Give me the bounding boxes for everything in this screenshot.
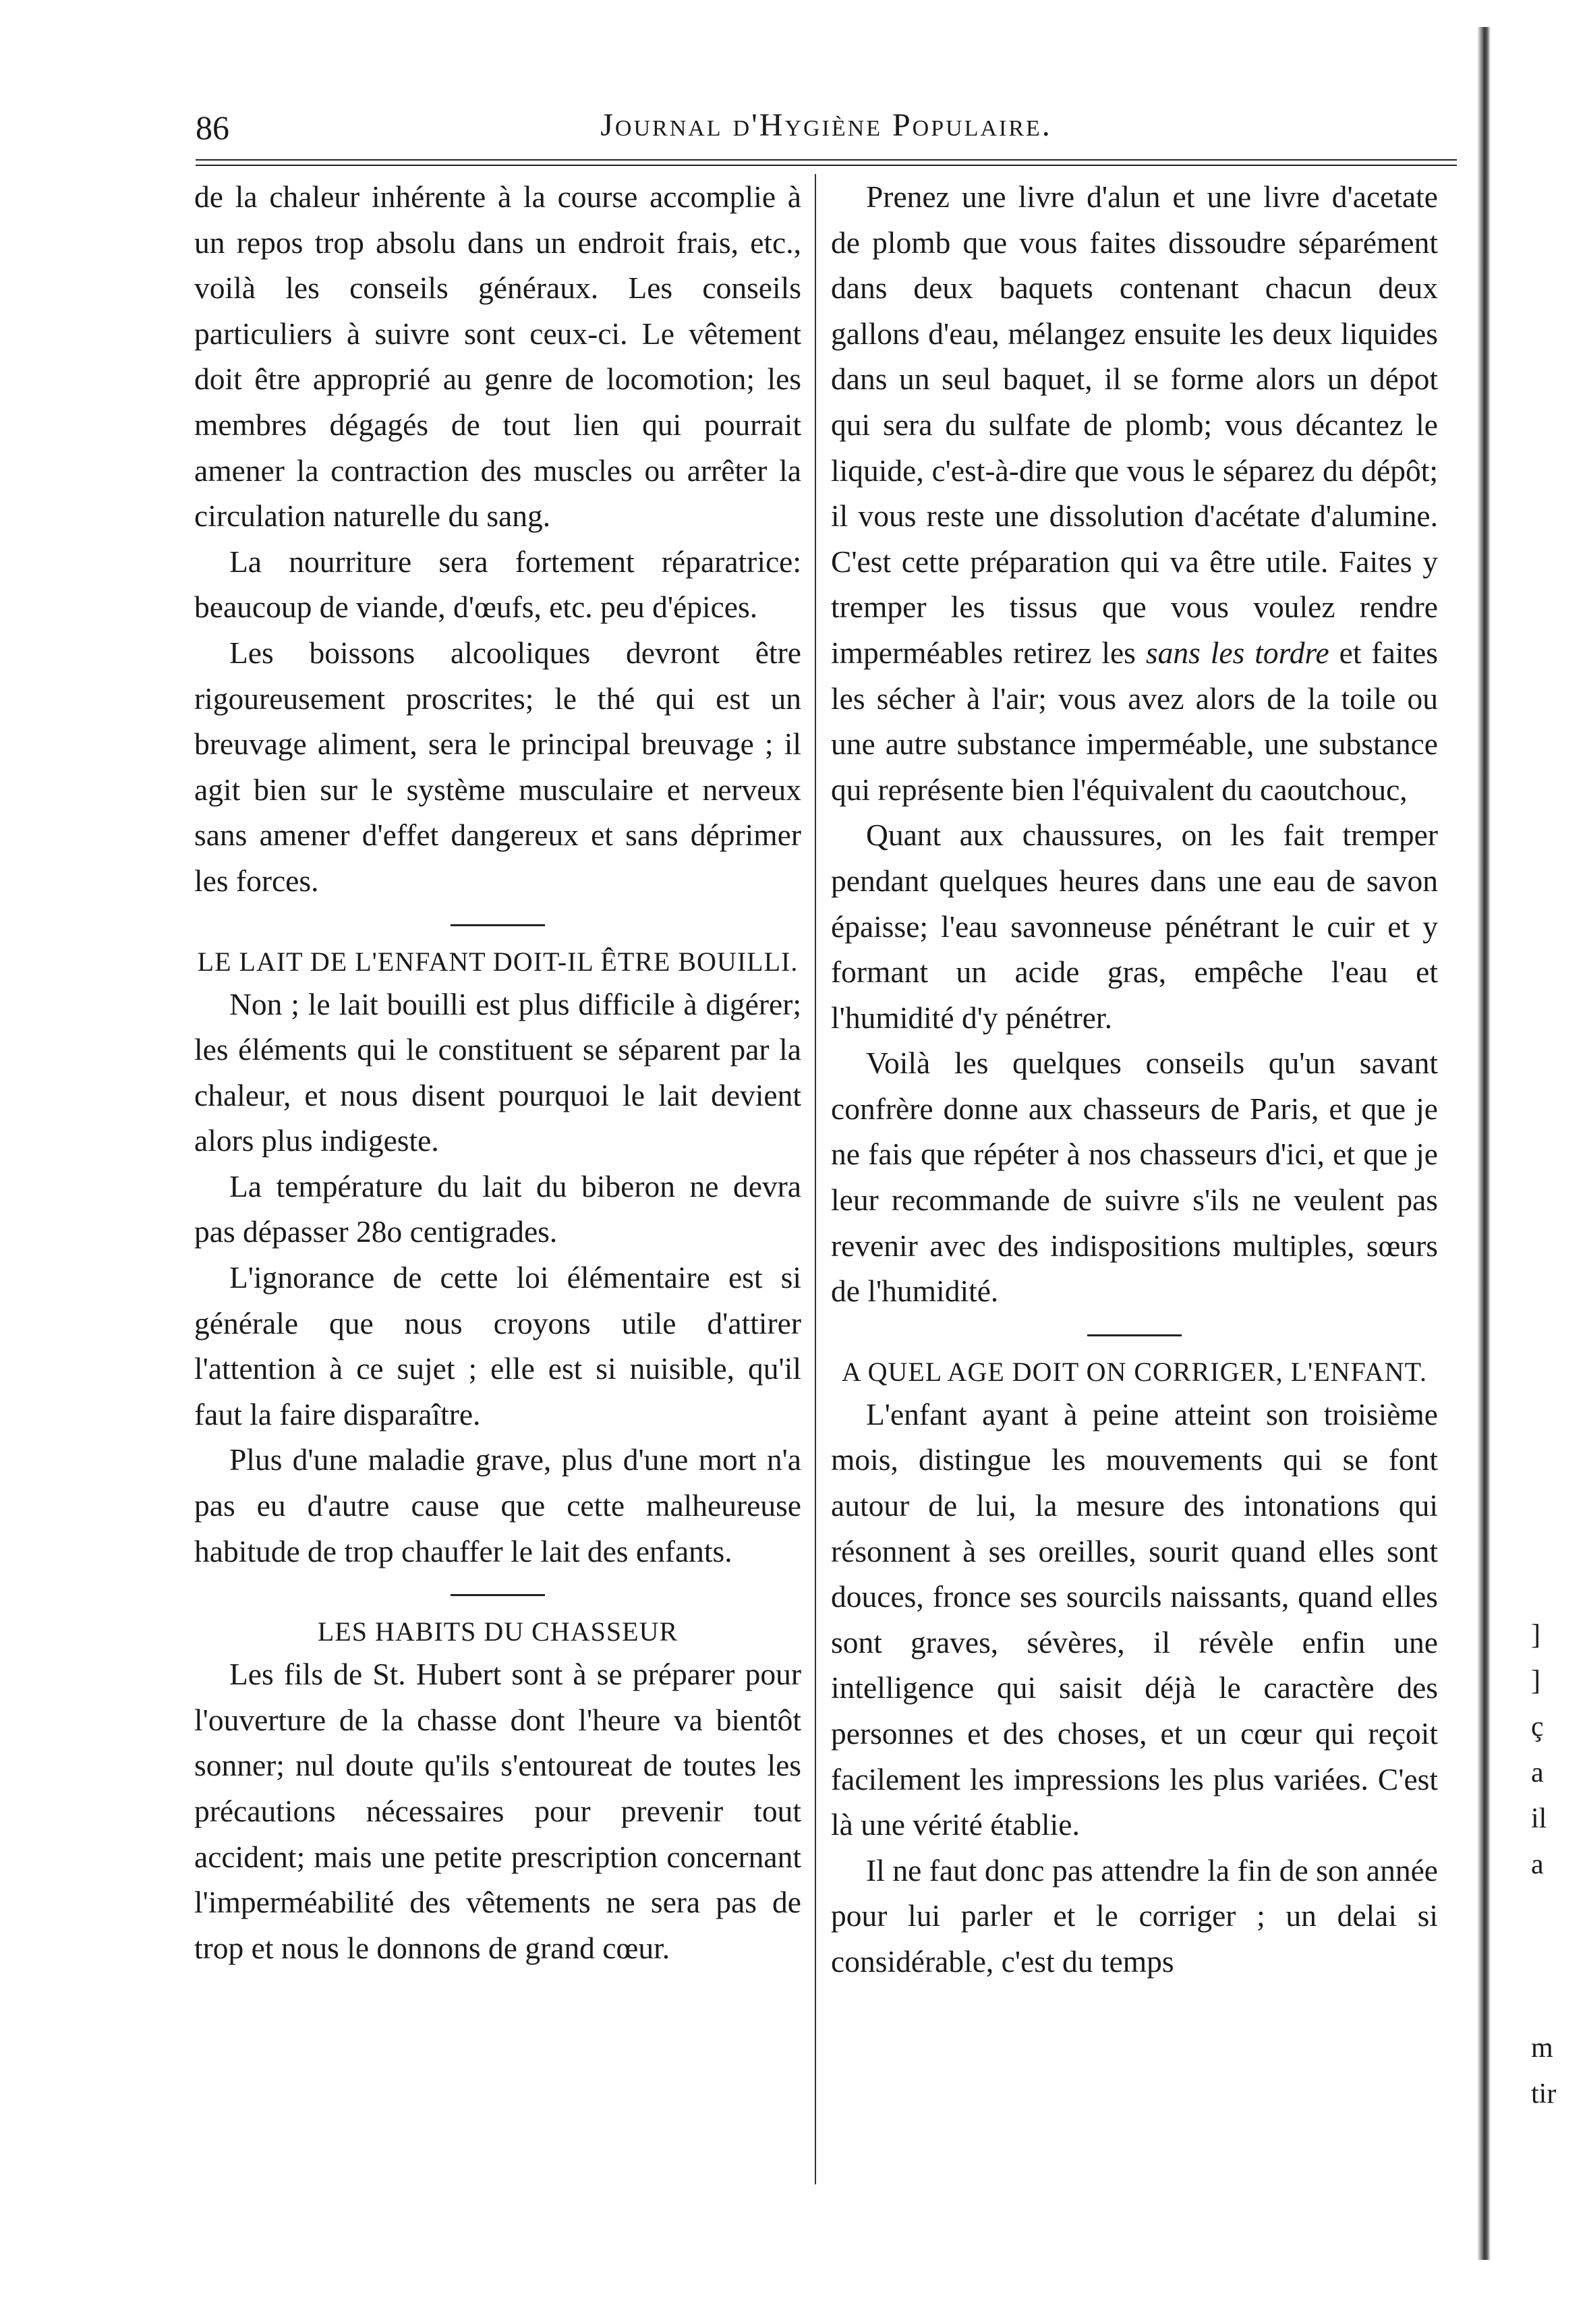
fragment-line: il <box>1531 1803 1547 1834</box>
paragraph: Il ne faut donc pas attendre la fin de son année pour lui parler et le corriger ; un delai si considérable, c'est du temps <box>831 1852 1438 1979</box>
paragraph-text: Prenez une livre d'alun et une livre d'acetate de plomb que vous faites dissoudre séparément dans deux baquets contenant chacun deux gallons d'eau, mélangez ensuite les deux liquides dans un seul baquet, il se forme alors un dépot qui sera du sulfate de plomb; vous décantez le liquide, c'est-à-dire que vous le séparez du dépôt; il vous reste une dissolution d'acétate d'alumine. C'est cette préparation qui va être utile. Faites y tremper les tissus que vous voulez rendre imperméables retirez les <box>831 179 1438 670</box>
fragment-line: ] <box>1531 1620 1540 1651</box>
fragment-line: ] <box>1531 1666 1540 1697</box>
paragraph: La température du lait du biberon ne devra pas dépasser 28o centigrades. <box>194 1168 801 1249</box>
left-column <box>194 174 801 1971</box>
paragraph-text: et faites les sécher à l'air; vous avez alors de la toile ou une autre substance imperméable, une substance qui représente bien l'équivalent du caoutchouc, <box>831 635 1439 807</box>
section-heading-lait: LE LAIT DE L'ENFANT DOIT-IL ÊTRE BOUILLI. <box>197 946 799 977</box>
running-title: Journal d'Hygiène Populaire. <box>600 107 1052 143</box>
fragment-line: ç <box>1531 1711 1544 1742</box>
paragraph: Voilà les quelques conseils qu'un savant confrère donne aux chasseurs de Paris, et que je ne fais que répéter à nos chasseurs d'ici, et que je leur recommande de suivre s'ils ne veulent pas revenir avec des indispositions multiples, sœurs de l'humidité. <box>831 1046 1438 1309</box>
paragraph: L'ignorance de cette loi élémentaire est si générale que nous croyons utile d'attirer l'attention à ce sujet ; elle est si nuisible, qu'il faut la faire disparaître. <box>194 1260 801 1432</box>
paragraph: Plus d'une maladie grave, plus d'une mort n'a pas eu d'autre cause que cette malheureuse habitude de trop chauffer le lait des enfants. <box>194 1442 801 1568</box>
paragraph: Quant aux chaussures, on les fait tremper pendant quelques heures dans une eau de savon épaisse; l'eau savonneuse pénétrant le cuir et y formant un acide gras, empêche l'eau et l'humidité d'y pénétrer. <box>831 818 1438 1035</box>
column-divider <box>815 174 816 2184</box>
italic-phrase: sans les tordre <box>1145 635 1329 670</box>
paragraph: Les fils de St. Hubert sont à se préparer pour l'ouverture de la chasse dont l'heure va bientôt sonner; nul doute qu'ils s'entoureat de toutes les précautions nécessaires pour prevenir tout accident; mais une petite prescription concernant l'imperméabilité des vêtements ne sera pas de trop et nous le donnons de grand cœur. <box>194 1657 801 1965</box>
paragraph <box>831 174 1438 812</box>
fragment-line: tir <box>1531 2078 1557 2109</box>
fragment-line: a <box>1531 1757 1544 1788</box>
page-header <box>196 94 1457 155</box>
fragment-line <box>1531 1933 1578 1979</box>
page-binding-edge <box>1477 27 1491 2260</box>
section-heading-chasseur: LES HABITS DU CHASSEUR <box>317 1616 679 1647</box>
fragment-line: m <box>1531 2033 1553 2064</box>
section-divider <box>451 1594 545 1596</box>
section-divider <box>451 924 545 926</box>
paragraph: La nourriture sera fortement réparatrice: beaucoup de viande, d'œufs, etc. peu d'épices. <box>194 544 801 625</box>
section-heading-age: A QUEL AGE DOIT ON CORRIGER, L'ENFANT. <box>841 1356 1428 1387</box>
section-divider <box>1087 1334 1182 1336</box>
paragraph: L'enfant ayant à peine atteint son troisième mois, distingue les mouvements qui se font autour de lui, la mesure des intonations qui résonnent à ses oreilles, sourit quand elles sont douces, fronce ses sourcils naissants, quand elles sont graves, sévères, il révèle enfin une intelligence qui saisit déjà le caractère des personnes et des choses, et un cœur qui reçoit facilement les impressions les plus variées. C'est là une vérité établie. <box>831 1396 1438 1842</box>
paragraph: de la chaleur inhérente à la course accomplie à un repos trop absolu dans un endroit frais, etc., voilà les conseils généraux. Les conseils particuliers à suivre sont ceux-ci. Le vêtement doit être approprié au genre de locomotion; les membres dégagés de tout lien qui pourrait amener la contraction des muscles ou arrêter la circulation naturelle du sang. <box>194 179 801 534</box>
page-number: 86 <box>196 109 229 146</box>
fragment-line <box>1531 1888 1578 1933</box>
paragraph: Non ; le lait bouilli est plus difficile à digérer; les éléments qui le constituent se séparent par la chaleur, et nous disent pourquoi le lait devient alors plus indigeste. <box>194 986 801 1158</box>
fragment-line: a <box>1531 1849 1544 1880</box>
header-double-rule <box>196 159 1457 166</box>
right-column <box>831 174 1438 1985</box>
adjacent-page-fragment <box>1531 1612 1578 2117</box>
paragraph: Les boissons alcooliques devront être rigoureusement proscrites; le thé qui est un breuvage aliment, sera le principal breuvage ; il agit bien sur le système musculaire et nerveux sans amener d'effet dangereux et sans déprimer les forces. <box>194 635 801 898</box>
fragment-line <box>1531 1979 1578 2025</box>
